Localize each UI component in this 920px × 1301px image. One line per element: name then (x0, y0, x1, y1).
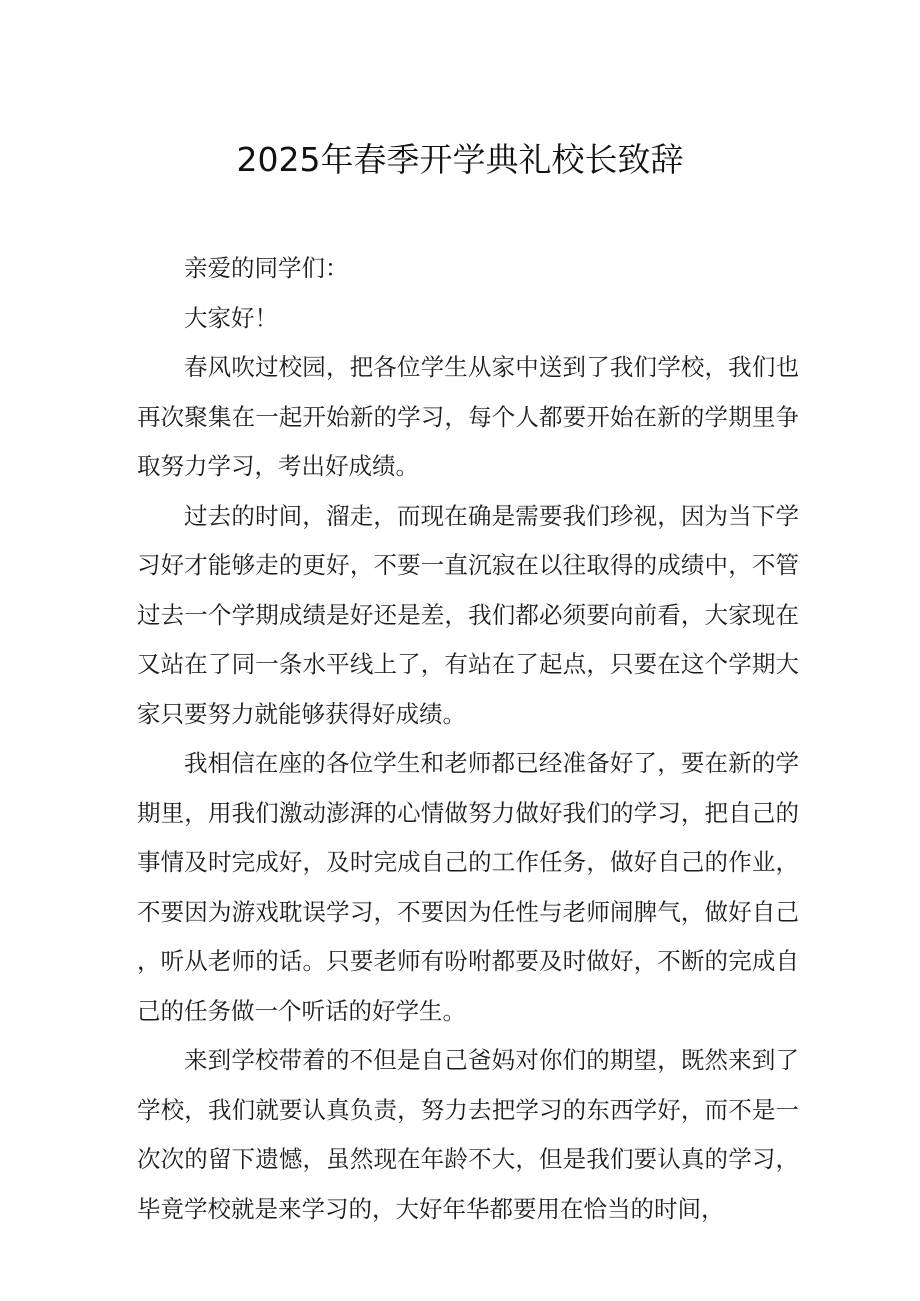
salutation: 亲爱的同学们： (184, 254, 349, 282)
paragraph-4: 来到学校带着的不但是自己爸妈对你们的期望，既然来到了学校，我们就要认真负责，努力去把学习的东西学好，而不是一次次的留下遗憾，虽然现在年龄不大，但是我们要认真的学习，毕竟学校就是来学习的，大好年华都要用在恰当的时间， (137, 1046, 799, 1223)
greeting: 大家好！ (184, 303, 278, 332)
document-body (137, 244, 799, 1234)
paragraph-2: 过去的时间，溜走，而现在确是需要我们珍视，因为当下学习好才能够走的更好，不要一直沉寂在以往取得的成绩中，不管过去一个学期成绩是好还是差，我们都必须要向前看，大家现在又站在了同一条水平线上了，有站在了起点，只要在这个学期大家只要努力就能够获得好成绩。 (137, 501, 799, 728)
document-title: 2025年春季开学典礼校长致辞 (236, 140, 684, 179)
paragraph-3: 我相信在座的各位学生和老师都已经准备好了，要在新的学期里，用我们激动澎湃的心情做努力做好我们的学习，把自己的事情及时完成好，及时完成自己的工作任务，做好自己的作业，不要因为游戏耽误学习，不要因为任性与老师闹脾气，做好自己，听从老师的话。只要老师有吩咐都要及时做好，不断的完成自己的任务做一个听话的好学生。 (137, 749, 799, 1025)
paragraph-1: 春风吹过校园，把各位学生从家中送到了我们学校，我们也再次聚集在一起开始新的学习，每个人都要开始在新的学期里争取努力学习，考出好成绩。 (137, 353, 799, 480)
